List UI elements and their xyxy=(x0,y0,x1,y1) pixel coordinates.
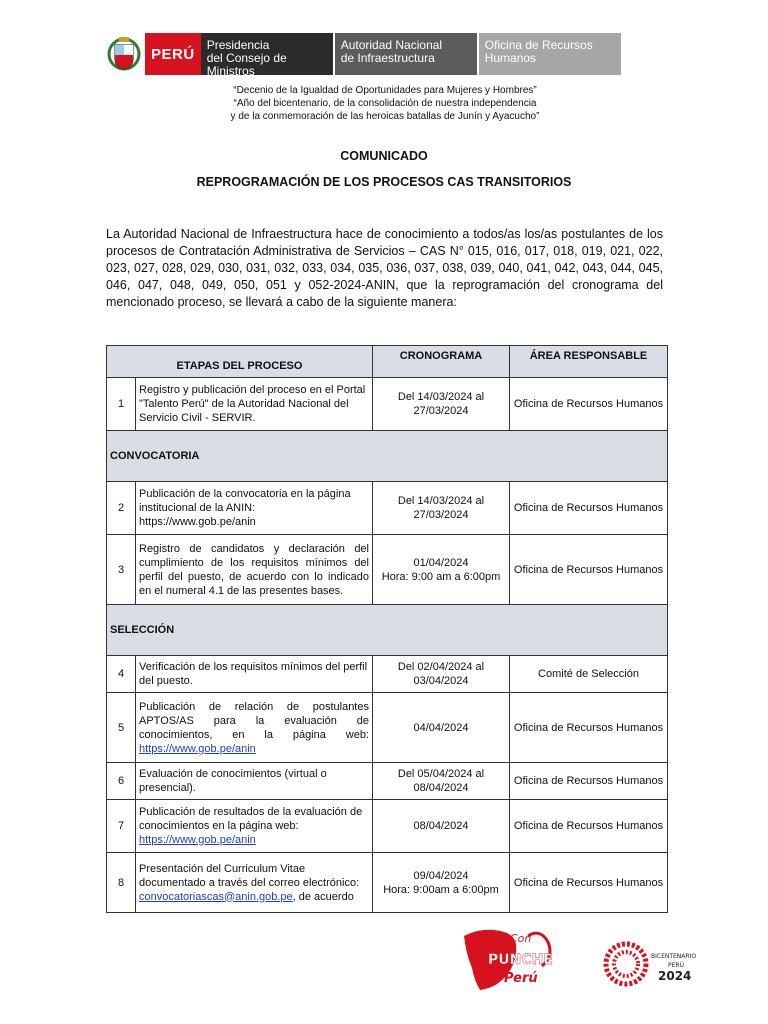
peru-logo xyxy=(145,33,201,75)
row-area: Oficina de Recursos Humanos xyxy=(510,800,668,853)
row-schedule: Del 14/03/2024 al 27/03/2024 xyxy=(373,482,510,535)
row-area: Oficina de Recursos Humanos xyxy=(510,378,668,431)
row-schedule: Del 02/04/2024 al 03/04/2024 xyxy=(373,656,510,693)
header-etapas: ETAPAS DEL PROCESO xyxy=(107,346,373,378)
section-convocatoria: CONVOCATORIA xyxy=(107,431,668,482)
row-description-text: Publicación de resultados de la evaluación de conocimientos en la página web: xyxy=(139,806,363,832)
row-area: Oficina de Recursos Humanos xyxy=(510,853,668,913)
section-row xyxy=(107,431,668,482)
schedule-date: 09/04/2024 xyxy=(413,869,469,882)
row-schedule: 04/04/2024 xyxy=(373,693,510,763)
table-row xyxy=(107,693,668,763)
motto-line: “Año del bicentenario, de la consolidación de nuestra independencia xyxy=(233,98,537,109)
section-seleccion: SELECCIÓN xyxy=(107,605,668,656)
mottos xyxy=(200,84,570,123)
row-number: 8 xyxy=(107,853,136,913)
orh-line2: Humanos xyxy=(484,51,537,65)
row-number: 2 xyxy=(107,482,136,535)
pcm-label xyxy=(201,33,333,78)
table-row xyxy=(107,763,668,800)
row-schedule xyxy=(373,853,510,913)
document-subheading: REPROGRAMACIÓN DE LOS PROCESOS CAS TRANSITORIOS xyxy=(196,175,572,189)
table-row xyxy=(107,800,668,853)
row-description: Verificación de los requisitos mínimos del perfil del puesto. xyxy=(136,656,373,693)
table-row xyxy=(107,482,668,535)
anin-line2: de Infraestructura xyxy=(340,51,435,65)
pcm-line2: del Consejo de Ministros xyxy=(206,51,287,78)
section-row xyxy=(107,605,668,656)
schedule-time: Hora: 9:00 am a 6:00pm xyxy=(381,570,501,583)
header-area: ÁREA RESPONSABLE xyxy=(510,346,668,378)
schedule-time: Hora: 9:00am a 6:00pm xyxy=(383,883,499,896)
email-link[interactable]: convocatoriascas@anin.gob.pe xyxy=(139,890,293,903)
con-punche-peru-logo xyxy=(458,922,558,998)
intro-paragraph: La Autoridad Nacional de Infraestructura hace de conocimiento a todos/as los/as postulantes de los procesos de Contratación Administrativa de Servicios – CAS N° 015, 016, 017, 018, 019, 021, 022, 023, 027, 028, 029, 030, 031, 032, 033, 034, 035, 036, 037, 038, 039, 040, 041, 042, 043, 044, 045, 046, 047, 048, 049, 050, 051 y 052-2024-ANIN, que la reprogramación del cronograma del mencionado proceso, se llevará a cabo de la siguiente manera: xyxy=(106,227,663,309)
institutional-banner xyxy=(107,33,621,78)
row-description-tail: , de acuerdo xyxy=(292,890,354,903)
table-row xyxy=(107,378,668,431)
anin-line1: Autoridad Nacional xyxy=(340,38,443,52)
conpunche-line3: Perú xyxy=(504,971,538,986)
row-description xyxy=(136,693,373,763)
table-row xyxy=(107,535,668,605)
peru-coat-of-arms-icon xyxy=(107,33,141,73)
row-area: Comité de Selección xyxy=(510,656,668,693)
bicent-line3: 2024 xyxy=(658,969,692,983)
row-number: 5 xyxy=(107,693,136,763)
row-area: Oficina de Recursos Humanos xyxy=(510,693,668,763)
pcm-line1: Presidencia xyxy=(206,38,270,52)
row-schedule xyxy=(373,535,510,605)
table-header-row xyxy=(107,346,668,378)
row-number: 7 xyxy=(107,800,136,853)
row-number: 6 xyxy=(107,763,136,800)
row-schedule: Del 14/03/2024 al 27/03/2024 xyxy=(373,378,510,431)
motto-line: “Decenio de la Igualdad de Oportunidades para Mujeres y Hombres” xyxy=(233,85,537,96)
row-description: Evaluación de conocimientos (virtual o presencial). xyxy=(136,763,373,800)
anin-website-link[interactable]: https://www.gob.pe/anin xyxy=(139,834,256,846)
row-area: Oficina de Recursos Humanos xyxy=(510,763,668,800)
orh-line1: Oficina de Recursos xyxy=(484,38,593,52)
row-description: Registro y publicación del proceso en el Portal "Talento Perú" de la Autoridad Nacional del Servicio Civil - SERVIR. xyxy=(136,378,373,431)
row-description-text: Publicación de relación de postulantes APTOS/AS para la evaluación de conocimientos, en la página web: xyxy=(139,700,369,741)
row-number: 3 xyxy=(107,535,136,605)
orh-label xyxy=(479,33,621,75)
row-description: Publicación de la convocatoria en la página institucional de la ANIN: https://www.gob.pe/anin xyxy=(136,482,373,535)
document-heading: COMUNICADO xyxy=(340,149,428,163)
row-description xyxy=(136,853,373,913)
table-row xyxy=(107,853,668,913)
row-number: 4 xyxy=(107,656,136,693)
row-description xyxy=(136,800,373,853)
anin-label xyxy=(335,33,477,75)
bicent-line1: BICENTENARIO xyxy=(651,953,697,960)
header-cronograma: CRONOGRAMA xyxy=(373,346,510,378)
row-schedule: 08/04/2024 xyxy=(373,800,510,853)
row-description-text: Presentación del Curriculum Vitae documentado a través del correo electrónico: xyxy=(139,862,360,889)
row-schedule: Del 05/04/2024 al 08/04/2024 xyxy=(373,763,510,800)
conpunche-line1: Con xyxy=(510,932,532,945)
table-row xyxy=(107,656,668,693)
bicentenario-emblem-icon xyxy=(606,944,646,984)
motto-line: y de la conmemoración de las heroicas batallas de Junín y Ayacucho” xyxy=(230,111,540,122)
conpunche-line2: PUNCHE xyxy=(488,952,553,968)
peru-label: PERÚ xyxy=(151,45,195,63)
bicentenario-logo xyxy=(600,940,710,990)
row-description: Registro de candidatos y declaración del cumplimiento de los requisitos mínimos del perfil del puesto, de acuerdo con lo indicado en el numeral 4.1 de las presentes bases. xyxy=(136,535,373,605)
schedule-date: 01/04/2024 xyxy=(413,556,469,569)
row-area: Oficina de Recursos Humanos xyxy=(510,482,668,535)
bicent-line2: PERÚ xyxy=(668,962,684,969)
schedule-table xyxy=(106,345,668,913)
anin-website-link[interactable]: https://www.gob.pe/anin xyxy=(139,742,256,755)
row-area: Oficina de Recursos Humanos xyxy=(510,535,668,605)
row-number: 1 xyxy=(107,378,136,431)
